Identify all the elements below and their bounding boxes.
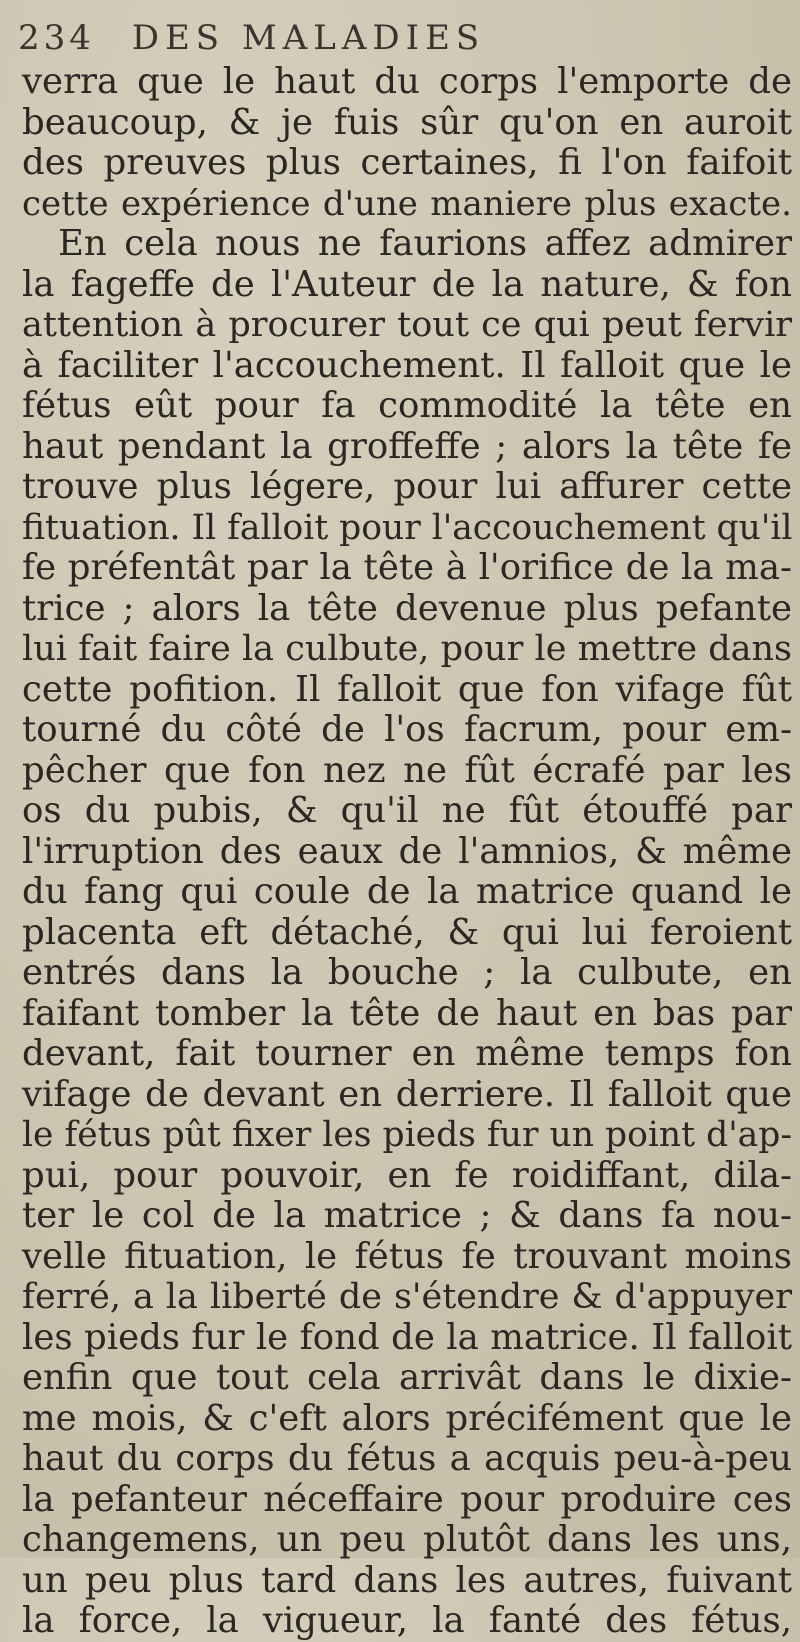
text-line: faifant tomber la tête de haut en bas par — [22, 992, 792, 1034]
text-line: ferré, a la liberté de s'étendre & d'appuyer — [22, 1277, 792, 1317]
text-line: fituation. Il falloit pour l'accouchement qu'il — [22, 507, 793, 548]
running-head — [18, 18, 788, 64]
page-number: 234 — [18, 18, 95, 58]
text-line: placenta eft détaché, & qui lui feroient — [22, 911, 792, 953]
text-line: velle fituation, le fétus fe trouvant moins — [22, 1235, 792, 1277]
text-line: un peu plus tard dans les autres, fuivant — [22, 1559, 792, 1601]
text-line: pêcher que fon nez ne fût écrafé par les — [22, 749, 792, 791]
text-line: la force, la vigueur, la fanté des fétus, — [22, 1600, 792, 1641]
text-line: trouve plus légere, pour lui affurer cette — [22, 466, 792, 507]
text-line: la pefanteur néceffaire pour produire ces — [22, 1478, 792, 1520]
text-line: devant, fait tourner en même temps fon — [22, 1033, 792, 1074]
text-line: le fétus pût fixer les pieds fur un point d'ap- — [22, 1115, 792, 1155]
text-line: fe préfentât par la tête à l'orifice de la ma- — [22, 547, 792, 588]
text-line: verra que le haut du corps l'emporte de — [22, 61, 792, 102]
text-line: à faciliter l'accouchement. Il falloit que le — [22, 344, 792, 386]
text-line: enfin que tout cela arrivât dans le dixie- — [22, 1357, 792, 1398]
text-line: vifage de devant en derriere. Il falloit que — [22, 1073, 792, 1115]
text-line: attention à procurer tout ce qui peut fervir — [22, 305, 792, 345]
text-line: cette pofition. Il falloit que fon vifage fût — [22, 668, 792, 710]
text-line: haut du corps du fétus a acquis peu-à-peu — [22, 1438, 792, 1479]
text-line: la fageffe de l'Auteur de la nature, & fon — [22, 263, 792, 305]
text-body — [22, 62, 792, 1642]
text-line: ter le col de la matrice ; & dans fa nou- — [22, 1195, 792, 1236]
text-line: lui fait faire la culbute, pour le mettre dans — [22, 629, 792, 669]
text-line: cette expérience d'une maniere plus exacte. — [22, 183, 792, 224]
text-line: tourné du côté de l'os facrum, pour em- — [22, 709, 792, 750]
text-line: changemens, un peu plutôt dans les uns, — [22, 1519, 792, 1560]
text-line: des preuves plus certaines, fi l'on faifoit — [22, 142, 792, 183]
text-line: fétus eût pour fa commodité la tête en — [22, 385, 792, 426]
text-line: me mois, & c'eft alors précifément que le — [22, 1397, 792, 1439]
text-line: pui, pour pouvoir, en fe roidiffant, dila- — [22, 1154, 792, 1196]
text-line: l'irruption des eaux de l'amnios, & même — [22, 830, 792, 872]
text-line: haut pendant la groffeffe ; alors la tête fe — [22, 425, 792, 467]
text-line: les pieds fur le fond de la matrice. Il falloit — [22, 1316, 792, 1358]
text-line: du fang qui coule de la matrice quand le — [22, 871, 792, 912]
text-line: En cela nous ne faurions affez admirer — [58, 223, 792, 264]
text-line: os du pubis, & qu'il ne fût étouffé par — [22, 790, 792, 831]
text-line: beaucoup, & je fuis sûr qu'on en auroit — [22, 101, 792, 143]
text-line: entrés dans la bouche ; la culbute, en — [22, 952, 792, 993]
text-line: trice ; alors la tête devenue plus pefante — [22, 587, 792, 629]
running-title: DES MALADIES — [131, 18, 486, 58]
